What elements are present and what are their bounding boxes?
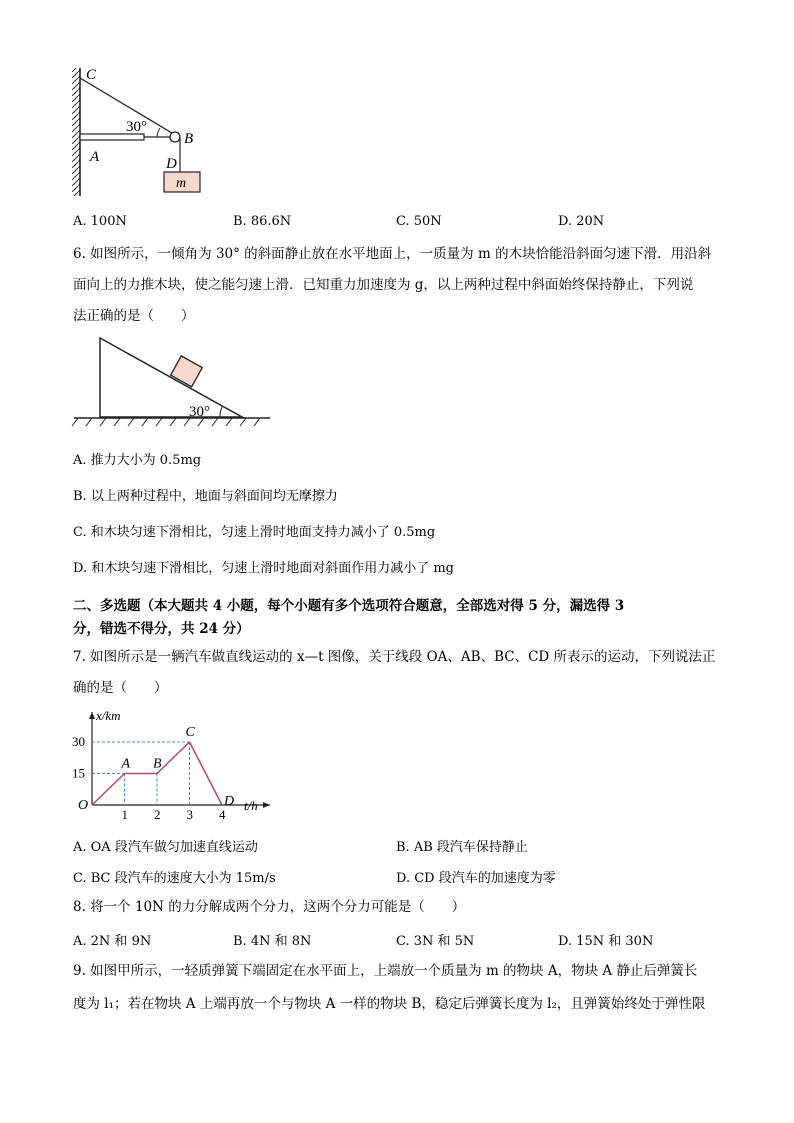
xt-chart (70, 700, 280, 825)
q8-option-c: C. 3N 和 5N (396, 934, 475, 949)
q6-stem-line1: 6. 如图所示，一倾角为 30° 的斜面静止放在水平地面上，一质量为 m 的木块恰能沿斜面匀速下滑．用沿斜 (73, 246, 712, 262)
q6-option-d: D. 和木块匀速下滑相比，匀速上滑时地面对斜面作用力减小了 mg (73, 561, 455, 576)
segment-cd (190, 742, 223, 805)
segment-bc (157, 742, 190, 774)
angle-arc (157, 128, 160, 137)
q6-stem-line3: 法正确的是（ ） (73, 308, 195, 324)
incline (100, 338, 242, 417)
segment-oa (92, 774, 125, 806)
point-label-a: A (121, 756, 131, 772)
wall-hatch (72, 68, 80, 196)
label-a: A (90, 149, 100, 165)
y-tick-label-15: 15 (72, 765, 85, 781)
point-label-b: B (153, 756, 162, 772)
q6-option-c: C. 和木块匀速下滑相比，匀速上滑时地面支持力减小了 0.5mg (73, 525, 436, 540)
x-tick-label-4: 4 (219, 807, 226, 822)
q6-option-a: A. 推力大小为 0.5mg (73, 453, 202, 468)
ground-hatch (72, 418, 260, 426)
angle-label: 30° (189, 404, 210, 420)
x-tick-label-2: 2 (154, 807, 161, 822)
q7-option-a: A. OA 段汽车做匀加速直线运动 (73, 840, 258, 855)
q6-stem-line2: 面向上的力推木块，使之能匀速上滑．已知重力加速度为 g，以上两种过程中斜面始终保持静止，下列说 (73, 277, 694, 293)
q8-option-b: B. 4N 和 8N (233, 934, 312, 949)
label-d: D (166, 156, 177, 172)
q5-option-a: A. 100N (73, 214, 127, 229)
q9-stem-line2: 度为 l₁；若在物块 A 上端再放一个与物块 A 一样的物块 B，稳定后弹簧长度为 l₂，且弹簧始终处于弹性限 (73, 996, 706, 1012)
q7-option-b: B. AB 段汽车保持静止 (396, 840, 528, 855)
point-label-c: C (185, 725, 195, 740)
q6-option-b: B. 以上两种过程中，地面与斜面间均无摩擦力 (73, 489, 338, 504)
pulley-b (170, 132, 180, 142)
q5-option-d: D. 20N (558, 214, 605, 229)
y-tick-label-30: 30 (72, 734, 85, 749)
label-m: m (176, 176, 187, 191)
q7-stem-line2: 确的是（ ） (73, 680, 168, 696)
y-axis-label: x/km (96, 708, 121, 723)
section-heading-line2: 分，错选不得分，共 24 分） (73, 621, 250, 637)
q5-option-b: B. 86.6N (233, 214, 292, 229)
q7-option-d: D. CD 段汽车的加速度为零 (396, 871, 556, 886)
y-axis-arrow (89, 712, 95, 719)
point-label-o: O (78, 798, 89, 813)
point-label-d: D (224, 794, 235, 809)
q5-option-c: C. 50N (396, 214, 442, 229)
angle-label: 30° (126, 119, 147, 135)
q8-stem: 8. 将一个 10N 的力分解成两个分力，这两个分力可能是（ ） (73, 899, 466, 915)
x-axis-arrow (263, 802, 270, 808)
q5-figure (60, 60, 220, 205)
x-tick-label-3: 3 (186, 807, 193, 822)
label-c: C (86, 67, 97, 83)
q7-option-c: C. BC 段汽车的速度大小为 15m/s (73, 871, 276, 886)
q6-figure (70, 330, 280, 430)
x-tick-label-1: 1 (121, 807, 128, 822)
x-axis-label: t/h (244, 798, 258, 813)
q8-option-a: A. 2N 和 9N (73, 934, 152, 949)
label-b: B (184, 131, 194, 147)
section-heading-line1: 二、多选题（本大题共 4 小题，每个小题有多个选项符合题意，全部选对得 5 分，漏选得 3 (73, 598, 625, 614)
q8-option-d: D. 15N 和 30N (558, 934, 654, 949)
q9-stem-line1: 9. 如图甲所示，一轻质弹簧下端固定在水平面上，上端放一个质量为 m 的物块 A，物块 A 静止后弹簧长 (73, 963, 698, 979)
q7-stem-line1: 7. 如图所示是一辆汽车做直线运动的 x—t 图像，关于线段 OA、AB、BC、CD 所表示的运动，下列说法正 (73, 649, 716, 665)
